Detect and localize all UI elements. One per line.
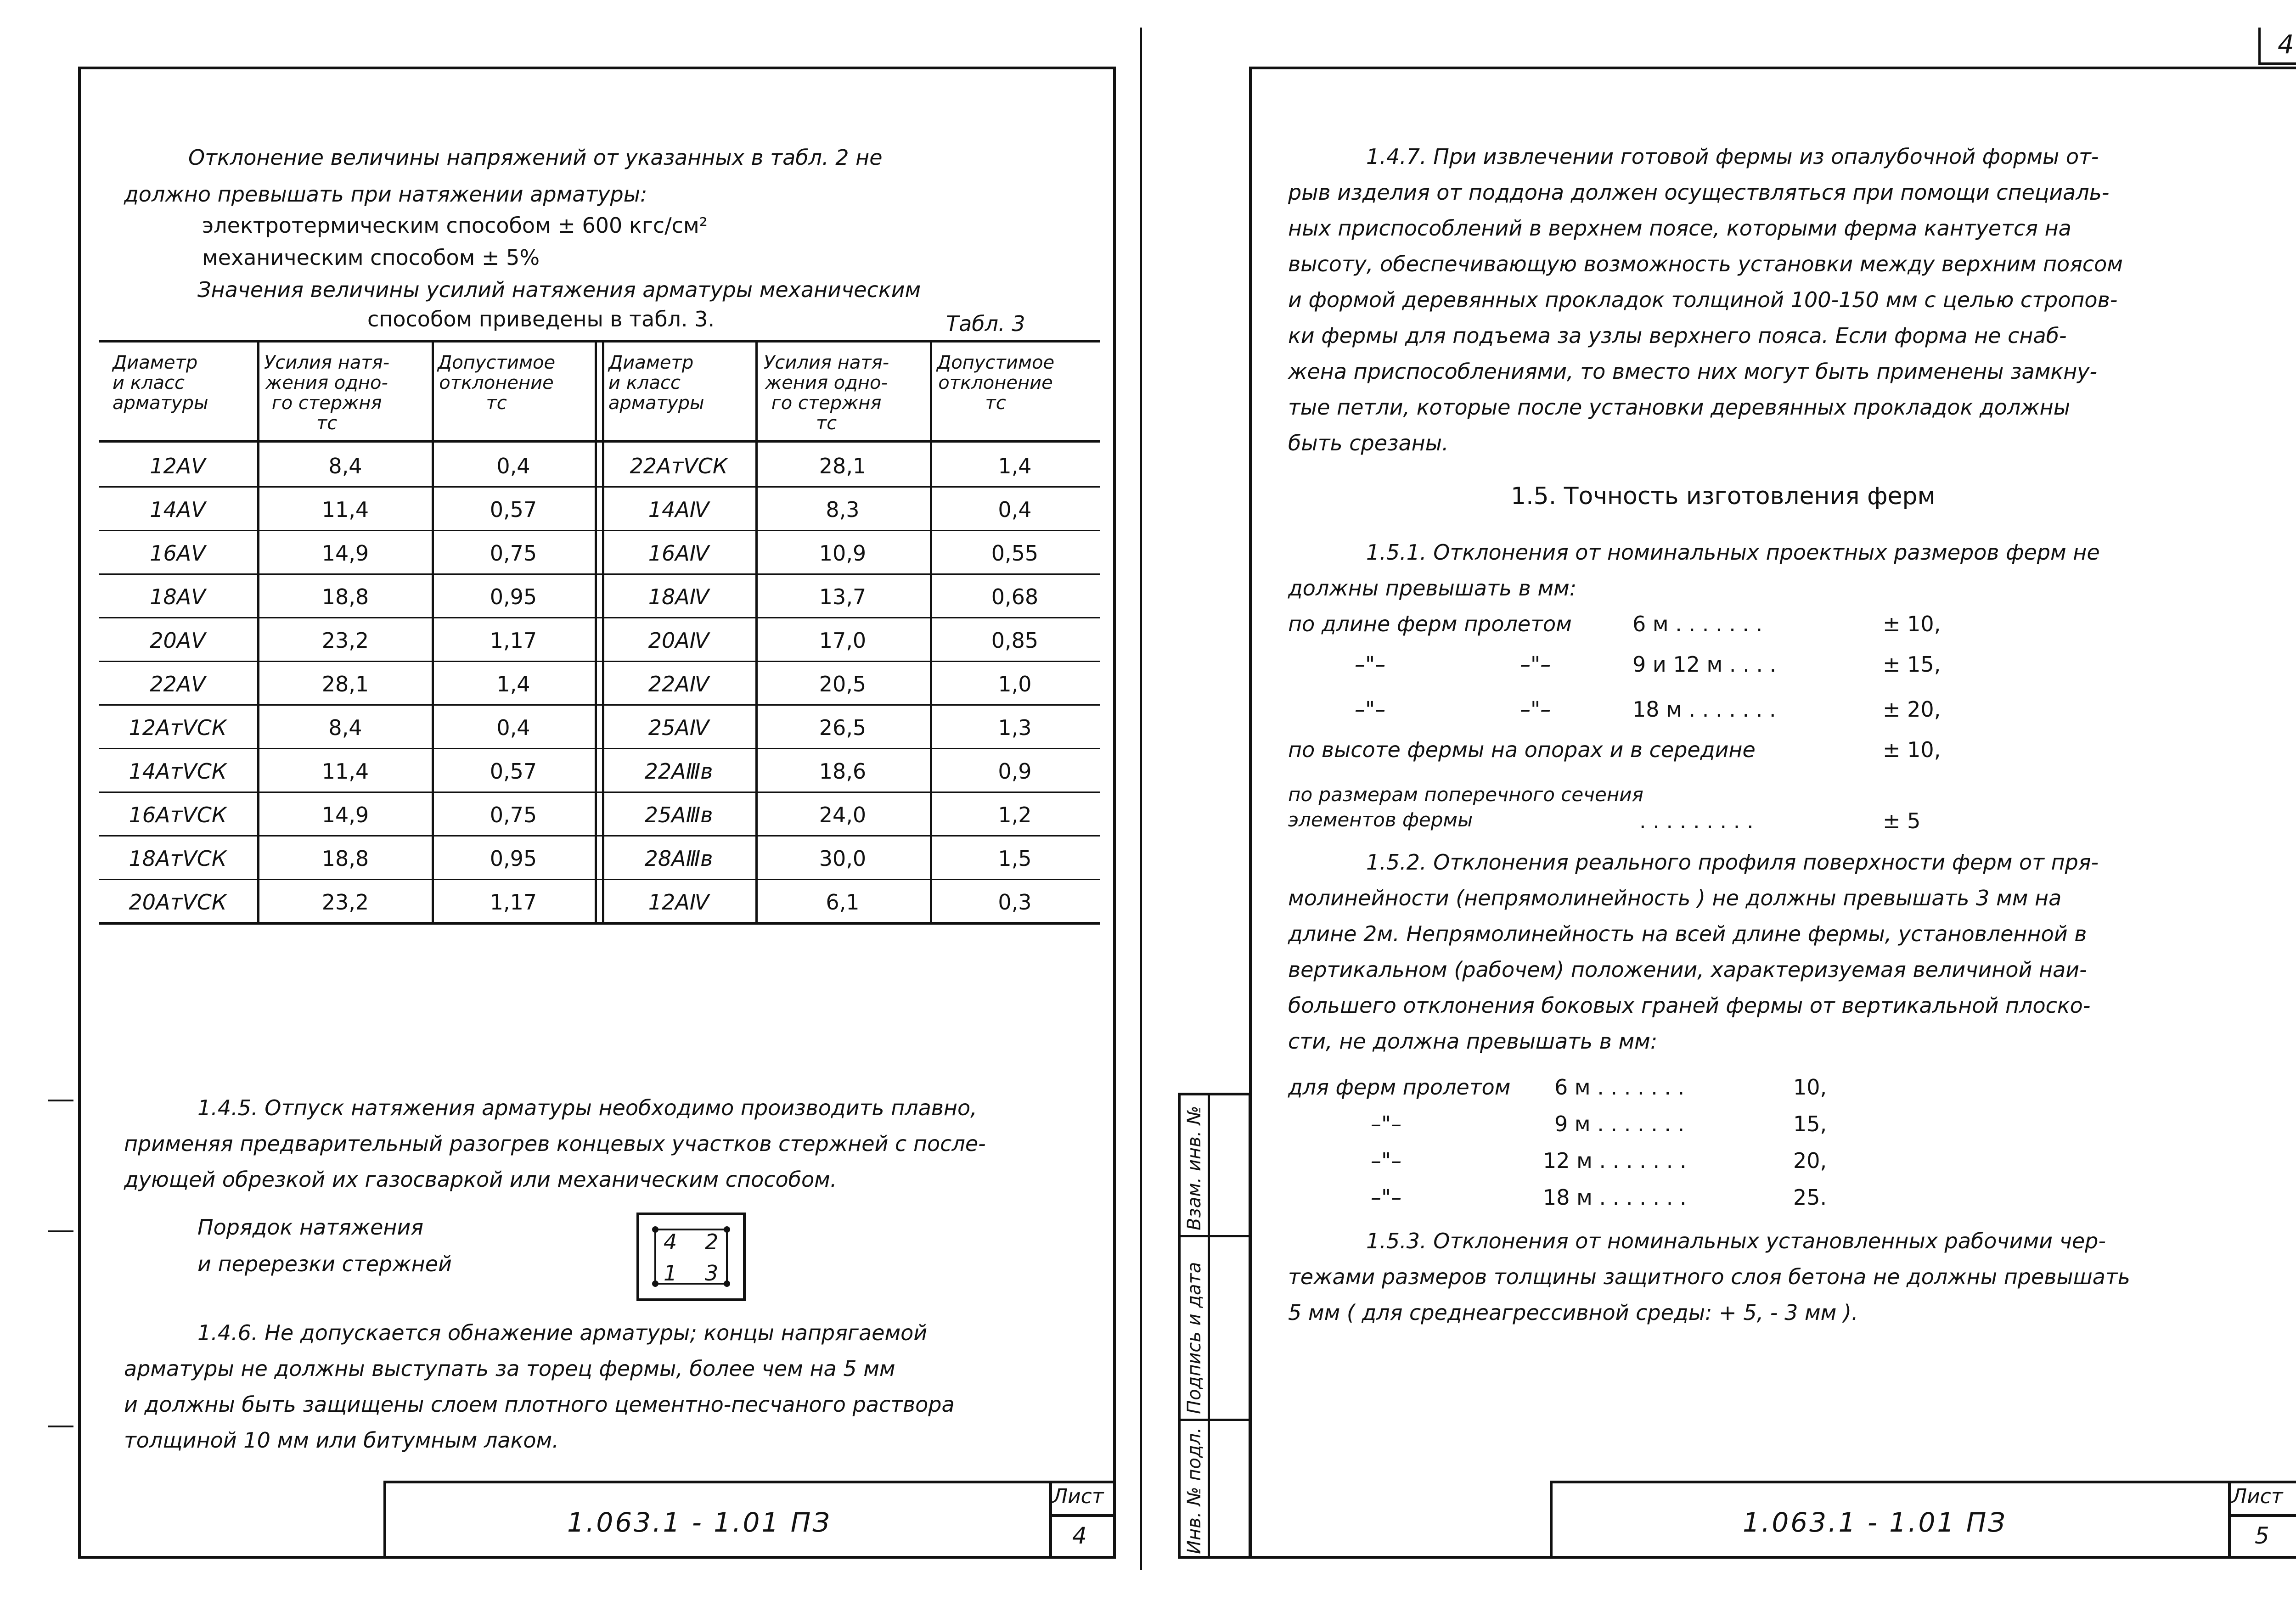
scheme-number-3: 3 (705, 1261, 719, 1286)
table-cell: 1,4 (998, 454, 1032, 478)
table-cell: 0,95 (490, 584, 537, 609)
table-cell: 18,6 (819, 759, 867, 784)
dev-section-value: ± 5 (1883, 808, 1921, 833)
table-row-rule (99, 879, 1100, 880)
dev-height-value: ± 10, (1883, 737, 1941, 762)
right-title-block-divider (2228, 1481, 2231, 1559)
table-cell: 26,5 (819, 715, 867, 740)
p152-line-3: длине 2м. Непрямолинейность на всей длине фермы, установленной в (1288, 921, 2087, 946)
span-row-span-18: 18 м . . . . . . . (1543, 1185, 1687, 1210)
table-row-rule (99, 792, 1100, 793)
table-cell: 0,55 (991, 541, 1039, 566)
p152-line-1: 1.5.2. Отклонения реального профиля поверхности ферм от пря- (1366, 850, 2099, 875)
table-cell: 14АⅤ (150, 497, 206, 522)
table-cell: 28,1 (819, 454, 867, 478)
table-cell: 14АтⅤСК (129, 759, 227, 784)
p145-line-1: 1.4.5. Отпуск натяжения арматуры необходимо производить плавно, (197, 1095, 977, 1120)
span-row-value-6: 10, (1793, 1075, 1827, 1100)
table-cell: 1,5 (998, 846, 1032, 871)
deviation-table (99, 340, 1100, 927)
table-cell: 18,8 (321, 584, 369, 609)
table-row-rule (99, 661, 1100, 662)
span-row-value-12: 20, (1793, 1148, 1827, 1173)
p147-line-2: рыв изделия от поддона должен осуществляться при помощи специаль- (1288, 180, 2110, 205)
dev-ditto-1a: –"– (1355, 652, 1386, 677)
table-header-force-2: Усилия натя- жения одно- го стержня тс (764, 352, 889, 434)
p147-line-8: тые петли, которые после установки деревянных прокладок должны (1288, 395, 2071, 420)
p152-line-2: молинейности (непрямолинейность ) не должны превышать 3 мм на (1288, 886, 2062, 910)
table-cell: 18АтⅤСК (129, 846, 227, 871)
table-cell: 22АⅢв (644, 759, 713, 784)
table-col-rule-2 (432, 340, 434, 925)
p146-line-1: 1.4.6. Не допускается обнажение арматуры; концы напрягаемой (197, 1320, 928, 1345)
table-cell: 16АтⅤСК (129, 803, 227, 827)
table-header-diameter-1: Диаметр и класс арматуры (113, 352, 208, 414)
table-row-rule (99, 486, 1100, 488)
table-cell: 1,17 (490, 628, 537, 653)
table-caption: Табл. 3 (946, 311, 1025, 336)
table-col-rule-3a (595, 340, 597, 925)
table-cell: 1,4 (496, 672, 530, 696)
table-header-rule (99, 440, 1100, 443)
table-cell: 6,1 (826, 890, 860, 915)
left-intro-line-3: электротермическим способом ± 600 кгс/см² (202, 213, 708, 238)
table-cell: 18,8 (321, 846, 369, 871)
table-cell: 23,2 (321, 890, 369, 915)
p147-line-3: ных приспособлений в верхнем поясе, которыми ферма кантуется на (1288, 216, 2071, 241)
p153-line-2: тежами размеров толщины защитного слоя бетона не должны превышать (1288, 1264, 2130, 1289)
dev-length-span: 6 м . . . . . . . (1632, 612, 1763, 636)
p146-line-3: и должны быть защищены слоем плотного цементно-песчаного раствора (124, 1392, 955, 1417)
table-cell: 1,3 (998, 715, 1032, 740)
span-row-span-12: 12 м . . . . . . . (1543, 1148, 1687, 1173)
side-label-vzam-inv: Взам. инв. № (1184, 1106, 1205, 1230)
table-cell: 22АⅤ (150, 672, 206, 696)
corner-number-bottom-bar (2258, 62, 2296, 65)
dev-length-value: ± 10, (1883, 612, 1941, 636)
side-label-inv-podl: Инв. № подл. (1184, 1427, 1205, 1554)
table-cell: 30,0 (819, 846, 867, 871)
table-cell: 25АⅢв (644, 803, 713, 827)
table-cell: 14,9 (321, 803, 369, 827)
table-cell: 12АⅣ (648, 890, 709, 915)
dev-section-label-2: элементов фермы (1288, 808, 1473, 831)
right-title-block-sheet-rule (2228, 1514, 2296, 1517)
p153-line-1: 1.5.3. Отклонения от номинальных установленных рабочими чер- (1366, 1229, 2106, 1253)
span-row-value-9: 15, (1793, 1112, 1827, 1136)
table-row-rule (99, 530, 1100, 531)
scheme-number-1: 1 (664, 1261, 677, 1286)
table-row-rule (99, 573, 1100, 575)
left-intro-line-6: способом приведены в табл. 3. (367, 307, 715, 331)
left-intro-line-5: Значения величины усилий натяжения арматуры механическим (197, 277, 921, 302)
table-header-diameter-2: Диаметр и класс арматуры (608, 352, 704, 414)
table-cell: 24,0 (819, 803, 867, 827)
p146-line-4: толщиной 10 мм или битумным лаком. (124, 1428, 559, 1453)
table-row-rule (99, 748, 1100, 749)
dev-value-15: ± 15, (1883, 652, 1941, 677)
p153-line-3: 5 мм ( для среднеагрессивной среды: + 5, - 3 мм ). (1288, 1300, 1858, 1325)
table-cell: 1,17 (490, 890, 537, 915)
table-cell: 0,4 (496, 715, 530, 740)
left-title-block-divider (1049, 1481, 1052, 1559)
p147-line-4: высоту, обеспечивающую возможность установки между верхним поясом (1288, 252, 2123, 276)
left-sheet-number: 4 (1072, 1522, 1087, 1549)
scheme-number-4: 4 (664, 1229, 677, 1254)
table-cell: 18АⅣ (648, 584, 709, 609)
table-cell: 14АⅣ (648, 497, 709, 522)
table-cell: 13,7 (819, 584, 867, 609)
dev-span-18: 18 м . . . . . . . (1632, 697, 1776, 722)
table-cell: 18АⅤ (150, 584, 206, 609)
table-cell: 0,4 (496, 454, 530, 478)
span-row-span-6: 6 м . . . . . . . (1554, 1075, 1685, 1100)
dev-ditto-2a: –"– (1355, 697, 1386, 722)
table-cell: 10,9 (819, 541, 867, 566)
table-cell: 0,68 (991, 584, 1039, 609)
left-intro-line-4: механическим способом ± 5% (202, 245, 540, 270)
corner-number-left-bar (2258, 28, 2261, 64)
table-cell: 8,3 (826, 497, 860, 522)
table-cell: 0,3 (998, 890, 1032, 915)
left-sheet-label: Лист (1052, 1485, 1104, 1508)
table-cell: 28АⅢв (644, 846, 713, 871)
table-cell: 20АтⅤСК (129, 890, 227, 915)
table-col-rule-5 (930, 340, 932, 925)
left-intro-line-2: должно превышать при натяжении арматуры: (124, 182, 647, 207)
span-row-label-12: –"– (1371, 1148, 1402, 1173)
corner-number: 4 (2278, 30, 2294, 60)
table-cell: 8,4 (328, 715, 362, 740)
table-cell: 0,85 (991, 628, 1039, 653)
table-cell: 1,2 (998, 803, 1032, 827)
table-cell: 0,75 (490, 803, 537, 827)
side-label-signature-date: Подпись и дата (1184, 1262, 1205, 1414)
dev-height-label: по высоте фермы на опорах и в середине (1288, 737, 1756, 762)
section-title-15: 1.5. Точность изготовления ферм (1511, 483, 1936, 510)
right-sheet-label: Лист (2232, 1485, 2283, 1508)
span-row-label-9: –"– (1371, 1112, 1402, 1136)
left-margin-tick-1 (48, 1100, 73, 1101)
left-title-block-sheet-rule (1049, 1514, 1116, 1517)
left-margin-tick-3 (48, 1426, 73, 1427)
dev-ditto-1b: –"– (1520, 652, 1551, 677)
dev-value-20: ± 20, (1883, 697, 1941, 722)
dev-section-dots: . . . . . . . . . (1639, 808, 1754, 833)
side-strip-divider (1208, 1093, 1210, 1559)
dev-length-label: по длине ферм пролетом (1288, 612, 1572, 636)
table-cell: 8,4 (328, 454, 362, 478)
span-row-span-9: 9 м . . . . . . . (1554, 1112, 1685, 1136)
p147-line-7: жена приспособлениями, то вместо них могут быть применены замкну- (1288, 359, 2098, 384)
p145-line-2: применяя предварительный разогрев концевых участков стержней с после- (124, 1131, 986, 1156)
table-cell: 12АⅤ (150, 454, 206, 478)
p146-line-2: арматуры не должны выступать за торец фермы, более чем на 5 мм (124, 1356, 895, 1381)
table-cell: 28,1 (321, 672, 369, 696)
span-row-label-6: для ферм пролетом (1288, 1075, 1511, 1100)
p151-line-1: 1.5.1. Отклонения от номинальных проектных размеров ферм не (1366, 540, 2100, 565)
table-cell: 0,75 (490, 541, 537, 566)
left-intro-line-1: Отклонение величины напряжений от указанных в табл. 2 не (188, 145, 883, 170)
order-label-2: и перерезки стержней (197, 1252, 452, 1276)
table-cell: 0,57 (490, 759, 537, 784)
left-document-code: 1.063.1 - 1.01 ПЗ (567, 1507, 832, 1538)
table-cell: 16АⅣ (648, 541, 709, 566)
page-fold-line (1140, 28, 1142, 1570)
right-sheet-number: 5 (2255, 1522, 2269, 1549)
table-cell: 16АⅤ (150, 541, 206, 566)
p147-line-1: 1.4.7. При извлечении готовой фермы из опалубочной формы от- (1366, 144, 2099, 169)
table-cell: 12АтⅤСК (129, 715, 227, 740)
table-cell: 25АⅣ (648, 715, 709, 740)
p147-line-9: быть срезаны. (1288, 431, 1449, 455)
left-margin-tick-2 (48, 1230, 73, 1232)
table-header-tolerance-2: Допустимое отклонение тс (937, 352, 1055, 414)
table-cell: 17,0 (819, 628, 867, 653)
table-row-rule (99, 835, 1100, 836)
table-row-rule (99, 617, 1100, 618)
table-cell: 0,57 (490, 497, 537, 522)
side-strip-rule-2 (1178, 1419, 1251, 1421)
p152-line-4: вертикальном (рабочем) положении, характеризуемая величиной наи- (1288, 957, 2087, 982)
dev-span-9-12: 9 и 12 м . . . . (1632, 652, 1777, 677)
table-cell: 11,4 (321, 497, 369, 522)
p147-line-6: ки фермы для подъема за узлы верхнего пояса. Если форма не снаб- (1288, 323, 2067, 348)
order-label-1: Порядок натяжения (197, 1215, 424, 1240)
dev-ditto-2b: –"– (1520, 697, 1551, 722)
table-cell: 20,5 (819, 672, 867, 696)
table-header-tolerance-1: Допустимое отклонение тс (438, 352, 556, 414)
p152-line-5: большего отклонения боковых граней фермы от вертикальной плоско- (1288, 993, 2091, 1018)
table-cell: 22АⅣ (648, 672, 709, 696)
table-cell: 0,95 (490, 846, 537, 871)
table-cell: 11,4 (321, 759, 369, 784)
span-row-value-18: 25. (1793, 1185, 1827, 1210)
table-cell: 23,2 (321, 628, 369, 653)
side-strip-rule-1 (1178, 1235, 1251, 1237)
right-document-code: 1.063.1 - 1.01 ПЗ (1743, 1507, 2007, 1538)
p147-line-5: и формой деревянных прокладок толщиной 100-150 мм с целью стропов- (1288, 287, 2118, 312)
table-top-rule (99, 340, 1100, 342)
scheme-number-2: 2 (705, 1229, 719, 1254)
p152-line-6: сти, не должна превышать в мм: (1288, 1029, 1658, 1054)
table-col-rule-1 (257, 340, 259, 925)
table-cell: 20АⅤ (150, 628, 206, 653)
p151-line-2: должны превышать в мм: (1288, 576, 1577, 601)
table-row-rule (99, 704, 1100, 706)
span-row-label-18: –"– (1371, 1185, 1402, 1210)
table-cell: 1,0 (998, 672, 1032, 696)
table-bottom-rule (99, 922, 1100, 925)
table-cell: 20АⅣ (648, 628, 709, 653)
table-cell: 22АтⅤСК (630, 454, 728, 478)
p145-line-3: дующей обрезкой их газосваркой или механическим способом. (124, 1167, 837, 1192)
table-cell: 0,4 (998, 497, 1032, 522)
tension-order-scheme (636, 1212, 746, 1302)
table-cell: 14,9 (321, 541, 369, 566)
table-cell: 0,9 (998, 759, 1032, 784)
dev-section-label-1: по размерам поперечного сечения (1288, 783, 1643, 806)
table-header-force-1: Усилия натя- жения одно- го стержня тс (264, 352, 390, 434)
